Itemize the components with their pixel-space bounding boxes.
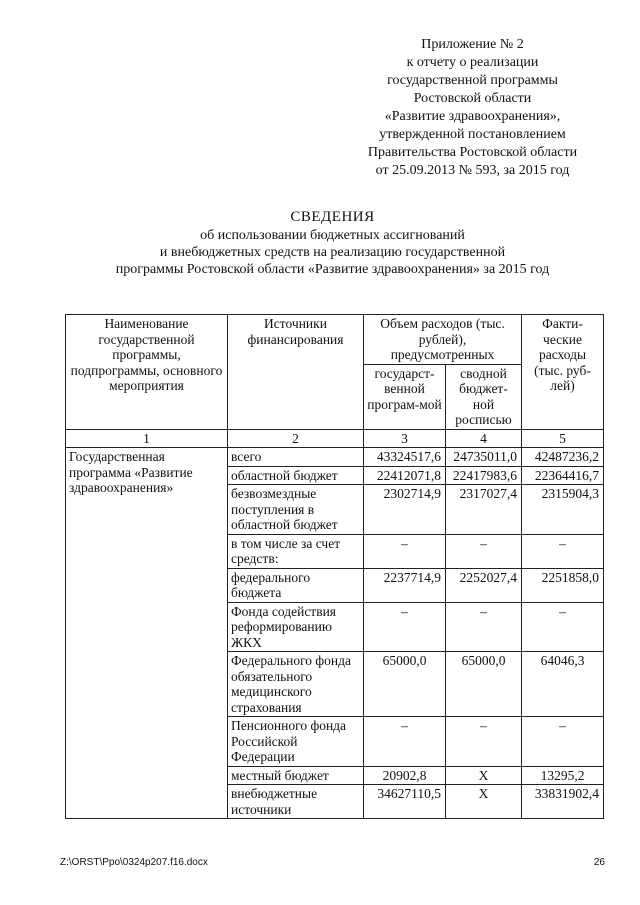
source-cell: Федерального фонда обязательного медицинского страхования	[228, 652, 364, 717]
budget-cell: X	[446, 766, 522, 785]
column-number-row	[66, 429, 604, 448]
document-title: СВЕДЕНИЯ	[290, 209, 375, 225]
actual-cell: 2251858,0	[522, 568, 604, 602]
column-number: 1	[66, 429, 228, 448]
plan-cell: 22412071,8	[364, 466, 446, 485]
header-program-name: Наименование государственной программы, подпрограммы, основного мероприятия	[66, 315, 228, 430]
budget-cell: 2252027,4	[446, 568, 522, 602]
expenditure-table	[65, 314, 604, 819]
budget-cell: –	[446, 602, 522, 652]
actual-cell: 64046,3	[522, 652, 604, 717]
plan-cell: 65000,0	[364, 652, 446, 717]
column-number: 4	[446, 429, 522, 448]
source-cell: в том числе за счет средств:	[228, 534, 364, 568]
source-cell: безвозмездные поступления в областной бюджет	[228, 485, 364, 535]
plan-cell: 20902,8	[364, 766, 446, 785]
header-funding-sources: Источники финансирования	[228, 315, 364, 430]
appendix-block	[340, 36, 605, 180]
appendix-line: государственной программы	[387, 73, 558, 88]
actual-cell: 22364416,7	[522, 466, 604, 485]
appendix-line: к отчету о реализации	[406, 55, 539, 70]
source-cell: областной бюджет	[228, 466, 364, 485]
budget-cell: –	[446, 534, 522, 568]
budget-cell: 2317027,4	[446, 485, 522, 535]
header-planned-volume: Объем расходов (тыс. рублей), предусмотренных	[364, 315, 522, 365]
source-cell: местный бюджет	[228, 766, 364, 785]
header-budget-schedule: сводной бюджет-ной росписью	[446, 364, 522, 429]
source-cell: Фонда содействия реформированию ЖКХ	[228, 602, 364, 652]
header-state-program: государст-венной програм-мой	[364, 364, 446, 429]
file-path: Z:\ORST\Ppo\0324p207.f16.docx	[60, 857, 208, 868]
program-name-cell: Государственная программа «Развитие здравоохранения»	[66, 448, 228, 819]
plan-cell: 2302714,9	[364, 485, 446, 535]
actual-cell: 33831902,4	[522, 785, 604, 819]
plan-cell: 34627110,5	[364, 785, 446, 819]
budget-cell: 65000,0	[446, 652, 522, 717]
actual-cell: –	[522, 602, 604, 652]
budget-cell: 24735011,0	[446, 448, 522, 467]
table-row	[66, 448, 604, 467]
appendix-line: Приложение № 2	[421, 37, 524, 52]
table-header-row	[66, 315, 604, 365]
plan-cell: –	[364, 717, 446, 767]
source-cell: Пенсионного фонда Российской Федерации	[228, 717, 364, 767]
budget-cell: X	[446, 785, 522, 819]
appendix-line: Правительства Ростовской области	[367, 145, 578, 160]
appendix-line: «Развитие здравоохранения»,	[384, 109, 561, 124]
header-actual-expenses: Факти-ческие расходы (тыс. руб-лей)	[522, 315, 604, 430]
appendix-line: от 25.09.2013 № 593, за 2015 год	[375, 163, 570, 178]
source-cell: всего	[228, 448, 364, 467]
actual-cell: 42487236,2	[522, 448, 604, 467]
actual-cell: –	[522, 534, 604, 568]
column-number: 3	[364, 429, 446, 448]
source-cell: внебюджетные источники	[228, 785, 364, 819]
page-number: 26	[593, 857, 605, 868]
budget-cell: 22417983,6	[446, 466, 522, 485]
source-cell: федерального бюджета	[228, 568, 364, 602]
heading-line: и внебюджетных средств на реализацию государственной	[159, 245, 506, 260]
document-heading	[60, 209, 605, 278]
column-number: 2	[228, 429, 364, 448]
plan-cell: 2237714,9	[364, 568, 446, 602]
plan-cell: –	[364, 602, 446, 652]
actual-cell: 2315904,3	[522, 485, 604, 535]
heading-line: об использовании бюджетных ассигнований	[200, 228, 465, 243]
appendix-line: Ростовской области	[413, 91, 532, 106]
heading-line: программы Ростовской области «Развитие здравоохранения» за 2015 год	[115, 262, 550, 277]
budget-cell: –	[446, 717, 522, 767]
plan-cell: 43324517,6	[364, 448, 446, 467]
appendix-line: утвержденной постановлением	[379, 127, 566, 142]
actual-cell: 13295,2	[522, 766, 604, 785]
plan-cell: –	[364, 534, 446, 568]
column-number: 5	[522, 429, 604, 448]
actual-cell: –	[522, 717, 604, 767]
